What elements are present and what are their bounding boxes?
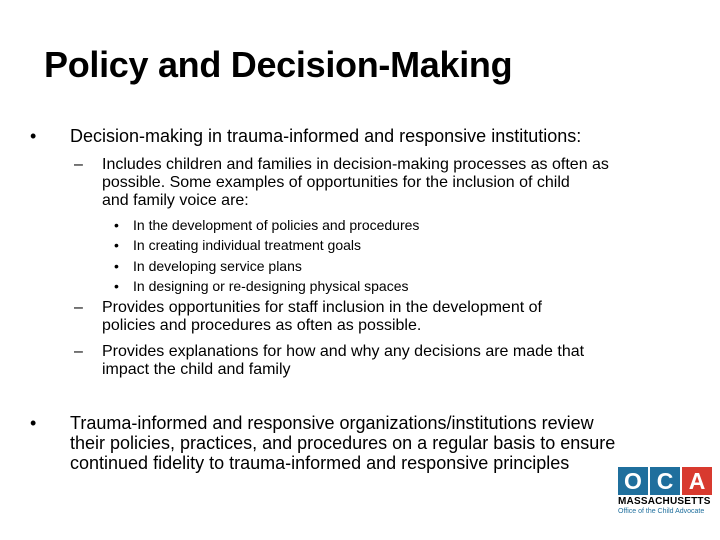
- sub-bullet-line: Includes children and families in decision-making processes as often as: [102, 156, 609, 173]
- logo-letter-c: C: [650, 467, 680, 495]
- example-text: In the development of policies and procedures: [133, 217, 420, 233]
- sub-bullet-line: Provides opportunities for staff inclusion in the development of: [102, 299, 542, 316]
- bullet-text: Decision-making in trauma-informed and responsive institutions:: [70, 126, 582, 146]
- sub-bullet-includes-children: [74, 156, 694, 210]
- bullet-review-policies: [30, 413, 700, 473]
- bullet-marker: •: [114, 278, 119, 294]
- example-item: [114, 215, 614, 235]
- logo-state-name: MASSACHUSETTS: [618, 496, 711, 507]
- logo-letter-boxes: [618, 467, 712, 495]
- logo-letter-o: O: [618, 467, 648, 495]
- dash-marker: –: [74, 299, 83, 316]
- bullet-marker: •: [30, 126, 37, 146]
- bullet-marker: •: [30, 413, 37, 433]
- sub-bullet-line: impact the child and family: [102, 361, 291, 378]
- bullet-line: their policies, practices, and procedures on a regular basis to ensure: [70, 433, 616, 453]
- bullet-line: continued fidelity to trauma-informed and responsive principles: [70, 453, 570, 473]
- bullet-marker: •: [114, 217, 119, 233]
- dash-marker: –: [74, 156, 83, 173]
- example-item: [114, 256, 614, 276]
- logo-letter-a: A: [682, 467, 712, 495]
- example-text: In developing service plans: [133, 258, 302, 274]
- example-item: [114, 235, 614, 255]
- example-text: In creating individual treatment goals: [133, 237, 362, 253]
- bullet-line: Trauma-informed and responsive organizations/institutions review: [70, 413, 594, 433]
- bullet-decision-making: [30, 126, 700, 146]
- sub-bullet-line: possible. Some examples of opportunities for the inclusion of child: [102, 174, 570, 191]
- bullet-marker: •: [114, 237, 119, 253]
- sub-bullet-line: policies and procedures as often as possible.: [102, 317, 422, 334]
- oca-logo: [618, 467, 712, 516]
- example-text: In designing or re-designing physical spaces: [133, 278, 409, 294]
- bullet-marker: •: [114, 258, 119, 274]
- sub-bullet-staff-inclusion: [74, 299, 694, 335]
- sub-bullet-line: Provides explanations for how and why any decisions are made that: [102, 343, 585, 360]
- logo-office-name: Office of the Child Advocate: [618, 508, 705, 515]
- sub-bullet-explanations: [74, 343, 694, 379]
- dash-marker: –: [74, 343, 83, 360]
- sub-bullet-line: and family voice are:: [102, 192, 249, 209]
- example-item: [114, 276, 614, 296]
- slide-title: Policy and Decision-Making: [44, 44, 513, 85]
